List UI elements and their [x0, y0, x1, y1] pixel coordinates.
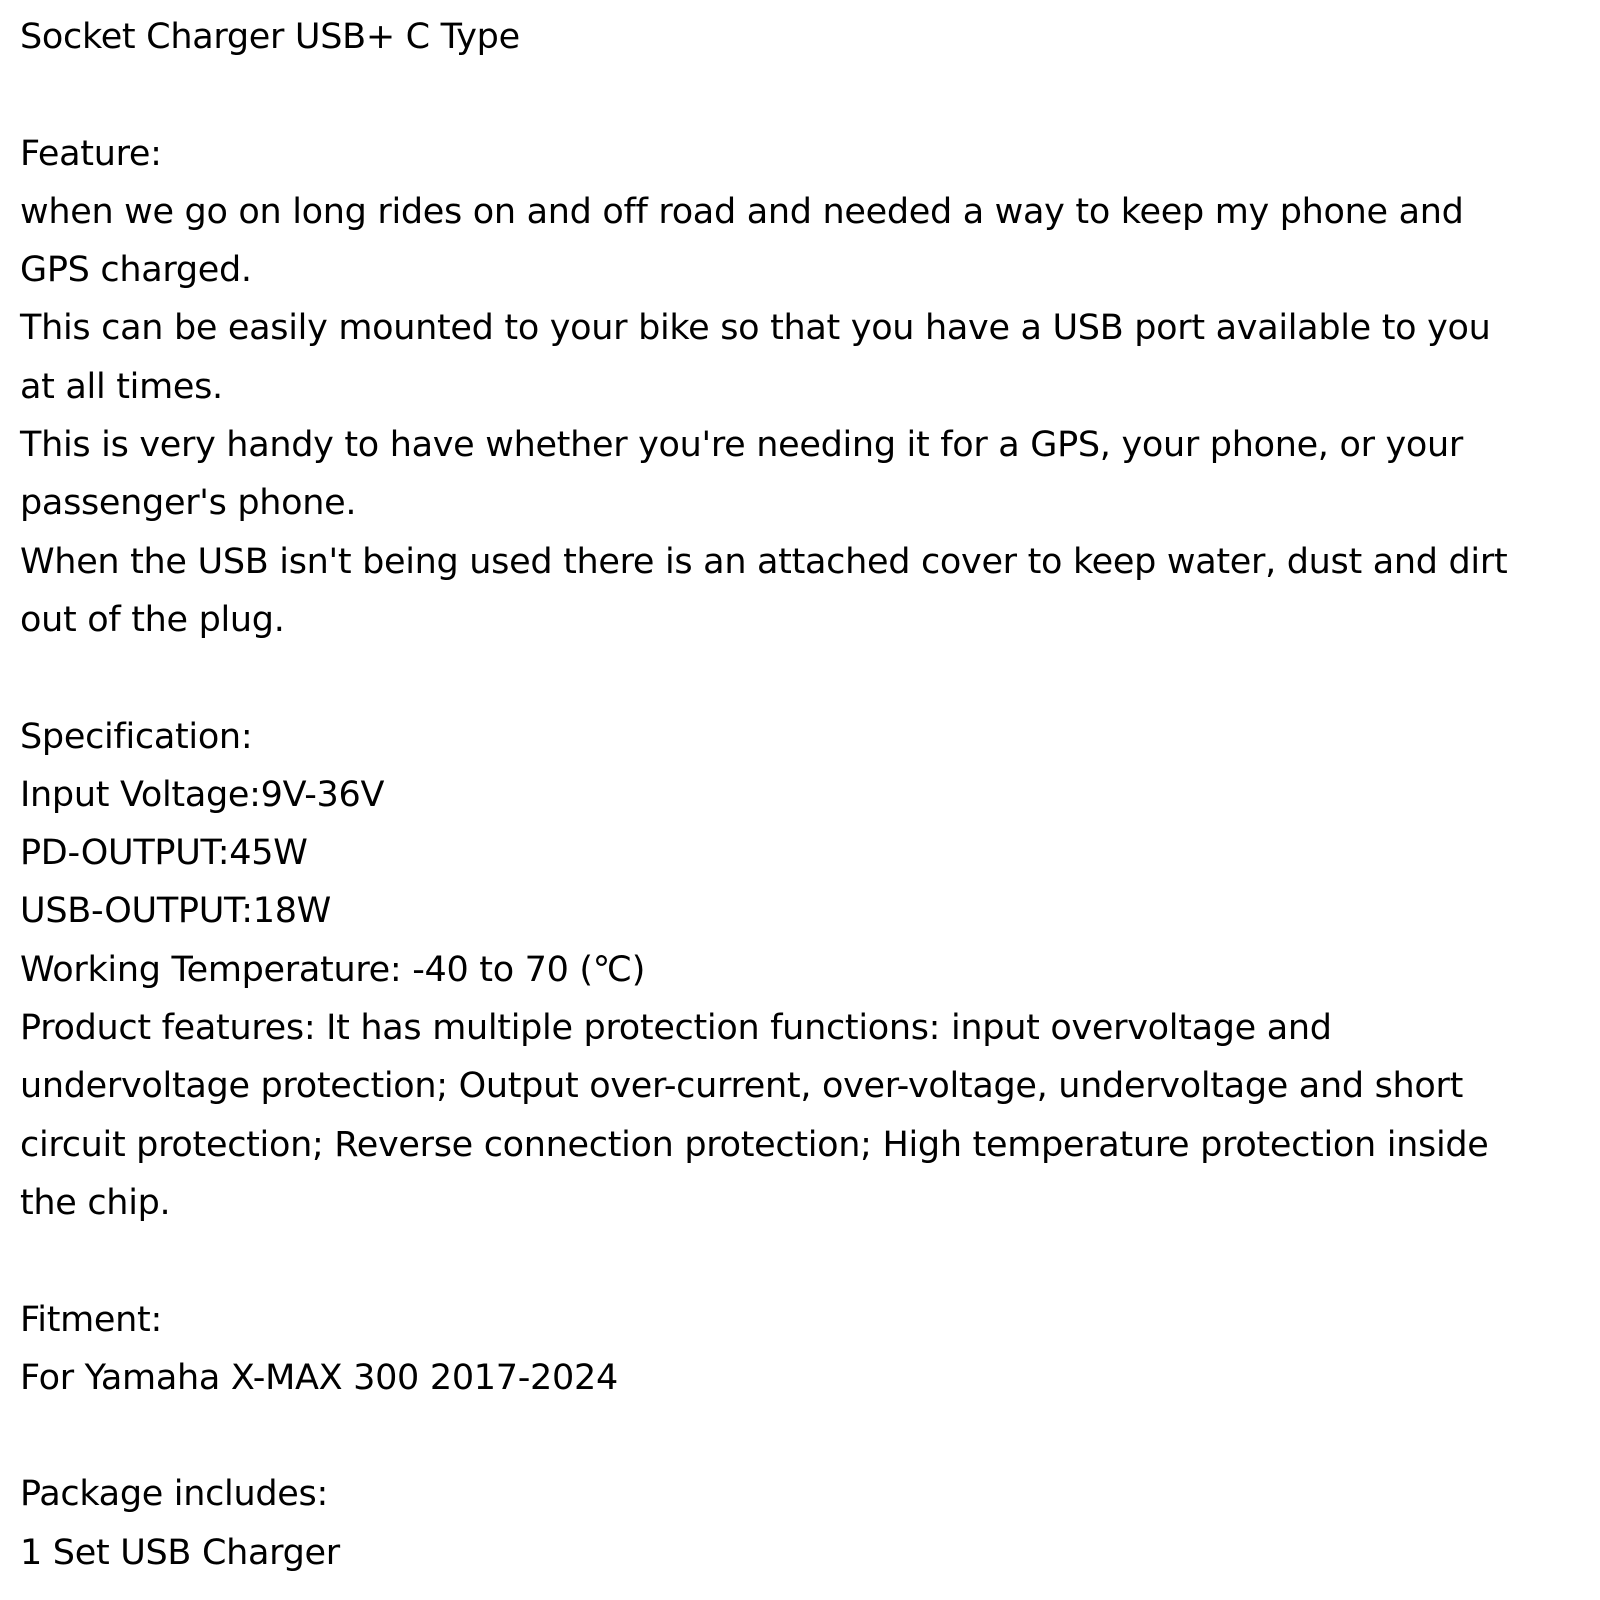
document-title: Socket Charger USB+ C Type	[20, 17, 520, 57]
spec-line: undervoltage protection; Output over-current, over-voltage, undervoltage and short	[20, 1066, 1464, 1107]
package-heading: Package includes:	[20, 1474, 328, 1515]
spec-line: circuit protection; Reverse connection protection; High temperature protection inside	[20, 1124, 1489, 1165]
feature-line: GPS charged.	[20, 250, 252, 291]
fitment-heading: Fitment:	[20, 1299, 162, 1340]
feature-heading: Feature:	[20, 133, 162, 174]
spec-line: Working Temperature: -40 to 70 (℃)	[20, 949, 646, 990]
spec-line: PD-OUTPUT:45W	[20, 833, 308, 874]
spec-line: USB-OUTPUT:18W	[20, 891, 331, 932]
spacer	[20, 649, 1580, 707]
feature-line: at all times.	[20, 366, 223, 407]
spec-line: Input Voltage:9V-36V	[20, 774, 385, 815]
specification-heading: Specification:	[20, 716, 253, 757]
spacer	[20, 66, 1580, 124]
feature-line: This can be easily mounted to your bike so that you have a USB port available to you	[20, 308, 1491, 349]
feature-line: passenger's phone.	[20, 483, 357, 524]
spec-line: the chip.	[20, 1182, 171, 1223]
feature-line: This is very handy to have whether you're needing it for a GPS, your phone, or your	[20, 425, 1463, 466]
feature-line: out of the plug.	[20, 599, 285, 640]
spacer	[20, 1232, 1580, 1290]
fitment-line: For Yamaha X-MAX 300 2017-2024	[20, 1357, 618, 1398]
spacer	[20, 1407, 1580, 1465]
package-line: 1 Set USB Charger	[20, 1532, 340, 1573]
spec-line: Product features: It has multiple protection functions: input overvoltage and	[20, 1008, 1332, 1049]
feature-line: when we go on long rides on and off road and needed a way to keep my phone and	[20, 191, 1464, 232]
feature-line: When the USB isn't being used there is an attached cover to keep water, dust and dirt	[20, 541, 1508, 582]
product-description	[20, 8, 1580, 1582]
